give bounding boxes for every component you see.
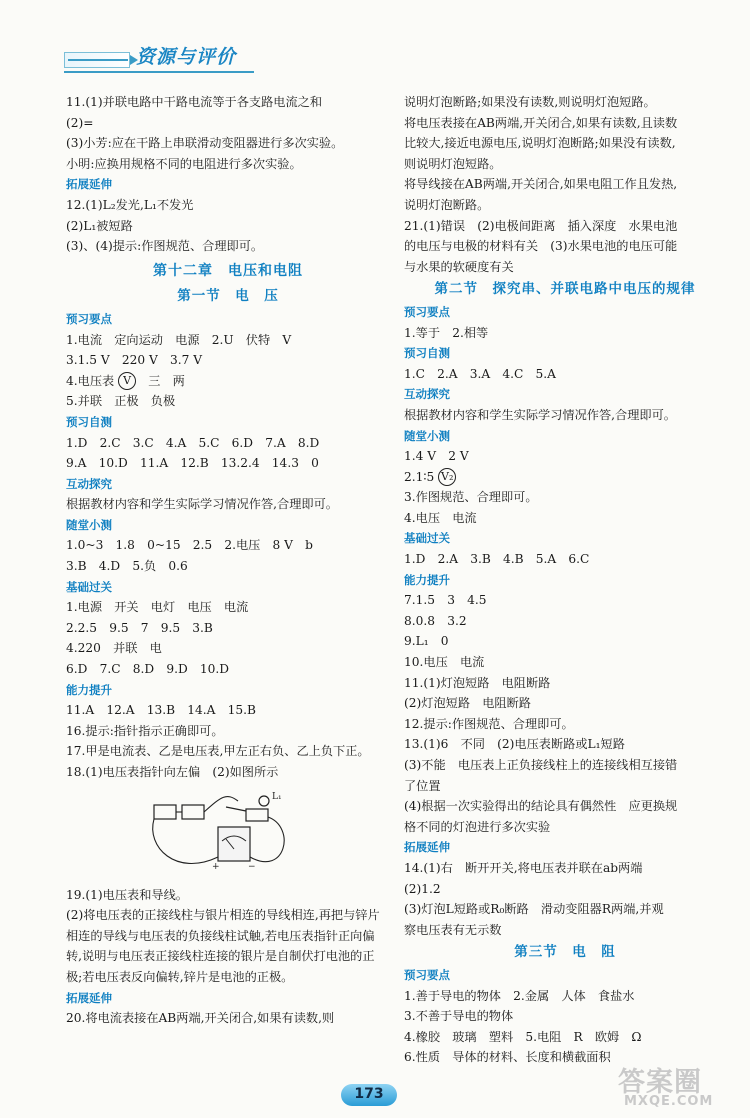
answer-line: 根据教材内容和学生实际学习情况作答,合理即可。 [404, 407, 676, 422]
answer-line: 17.甲是电流表、乙是电压表,甲左正右负、乙上负下正。 [66, 744, 370, 759]
answer-line: 察电压表有无示数 [404, 922, 502, 937]
wire-to-switch [204, 796, 238, 811]
answer-line: 12.提示:作图规范、合理即可。 [404, 716, 574, 731]
plus-label: + [212, 861, 220, 872]
answer-line: (3)、(4)提示:作图规范、合理即可。 [66, 239, 264, 254]
answer-line: 1.0~3 1.8 0~15 2.5 2.电压 8 V b [66, 538, 313, 553]
answer-line: (4)根据一次实验得出的结论具有偶然性 应更换规 [404, 799, 678, 814]
page-number: 173 [354, 1086, 384, 1102]
page-number-badge [341, 1084, 397, 1106]
battery-2 [182, 805, 204, 819]
answer-line: 1.C 2.A 3.A 4.C 5.A [404, 366, 556, 381]
section-label: 预习要点 [404, 967, 450, 982]
answer-line: 18.(1)电压表指针向左偏 (2)如图所示 [66, 765, 279, 779]
answer-line: 11.(1)灯泡短路 电阻断路 [404, 675, 551, 690]
section-label: 基础过关 [404, 531, 450, 546]
answer-line: 8.0.8 3.2 [404, 613, 467, 628]
answer-line: 3.B 4.D 5.负 0.6 [66, 559, 188, 574]
bulb-l1 [259, 796, 269, 806]
answer-line: 1.善于导电的物体 2.金属 人体 食盐水 [404, 988, 635, 1003]
answer-line: 7.1.5 3 4.5 [404, 593, 487, 608]
answer-line: (2)= [66, 115, 94, 130]
answer-line: 了位置 [404, 778, 441, 793]
answer-line: 4.电压 电流 [404, 510, 477, 525]
answer-line: 1.4 V 2 V [404, 449, 469, 464]
watermark-url: MXQE.COM [624, 1094, 714, 1109]
answer-line: 的电压与电极的材料有关 (3)水果电池的电压可能 [404, 239, 678, 254]
chapter-title: 第十二章 电压和电阻 [153, 262, 303, 279]
answer-line: (2)1.2 [404, 881, 441, 896]
voltmeter-body [218, 827, 250, 861]
answer-line: 6.性质 导体的材料、长度和横截面积 [404, 1050, 611, 1065]
answer-line: 9.A 10.D 11.A 12.B 13.2.4 14.3 0 [66, 456, 319, 471]
answer-line: 11.A 12.A 13.B 14.A 15.B [66, 703, 256, 718]
section-label: 随堂小测 [66, 517, 112, 532]
header-title: 资源与评价 [136, 46, 237, 68]
section-label: 预习自测 [66, 414, 112, 429]
header-underline [64, 71, 254, 73]
answer-line: 2.2.5 9.5 7 9.5 3.B [66, 620, 213, 635]
answer-text: 2.1∶5 [404, 469, 435, 484]
answer-line: (3)小芳:应在干路上串联滑动变阻器进行多次实验。 [66, 136, 344, 151]
answer-line [404, 467, 726, 488]
circuit-diagram [146, 787, 346, 883]
answer-paragraph: (2)将电压表的正接线柱与银片相连的导线相连,再把与锌片相连的导线与电压表的负接线柱试触,若电压表指针正向偏转,说明与电压表正接线柱连接的银片是自制伏打电池的正极;若电压表反向偏转,锌片是电池的正极。 [66, 908, 380, 984]
section-title: 第二节 探究串、并联电路中电压的规律 [434, 281, 696, 298]
wire-bottom-right [250, 817, 284, 862]
watermark-text: 答案圈 [618, 1067, 702, 1098]
section-label: 基础过关 [66, 579, 112, 594]
answer-line: (2)L₁被短路 [66, 218, 133, 233]
answer-line: 4.220 并联 电 [66, 641, 162, 656]
voltmeter-symbol-icon: V [118, 372, 136, 390]
answer-line: 将电压表接在AB两端,开关闭合,如果有读数,且读数 [404, 115, 678, 130]
battery-1 [154, 805, 176, 819]
answer-line: 11.(1)并联电路中干路电流等于各支路电流之和 [66, 95, 323, 109]
answer-line: 说明灯泡断路。 [404, 197, 490, 212]
answer-line: 3.1.5 V 220 V 3.7 V [66, 353, 203, 368]
answer-line: 12.(1)L₂发光,L₁不发光 [66, 197, 194, 212]
section-label: 拓展延伸 [404, 840, 450, 855]
section-label: 预习要点 [66, 311, 112, 326]
answer-line: (2)灯泡短路 电阻断路 [404, 696, 531, 711]
section-label: 随堂小测 [404, 428, 450, 443]
answer-line: 9.L₁ 0 [404, 634, 449, 649]
answer-line: 1.电流 定向运动 电源 2.U 伏特 V [66, 332, 292, 347]
section-title: 第三节 电 阻 [514, 944, 616, 961]
section-label: 预习要点 [404, 304, 450, 319]
answer-line: 说明灯泡断路;如果没有读数,则说明灯泡短路。 [404, 95, 656, 109]
voltmeter-symbol-icon: V₂ [438, 468, 456, 486]
answer-line: 与水果的软硬度有关 [404, 259, 514, 274]
circuit-figure [146, 787, 346, 883]
left-column [66, 92, 390, 1029]
answer-line: 19.(1)电压表和导线。 [66, 887, 188, 902]
answer-line: 1.等于 2.相等 [404, 325, 489, 340]
answer-line: 比较大,接近电源电压,说明灯泡断路;如果没有读数, [404, 136, 676, 151]
answer-line: 13.(1)6 不同 (2)电压表断路或L₁短路 [404, 737, 625, 752]
answer-line: (3)不能 电压表上正负接线柱上的连接线相互接错 [404, 758, 678, 772]
wire-bottom-left [153, 819, 218, 863]
section-title: 第一节 电 压 [177, 288, 279, 305]
answer-text: 三 两 [136, 373, 185, 388]
answer-line: 根据教材内容和学生实际学习情况作答,合理即可。 [66, 497, 338, 512]
answer-text: 4.电压表 [66, 373, 115, 388]
watermark-logo [614, 1060, 742, 1112]
section-label: 互动探究 [66, 476, 112, 491]
section-label: 拓展延伸 [66, 177, 112, 192]
section-label: 互动探究 [404, 387, 450, 402]
answer-line: 1.电源 开关 电灯 电压 电流 [66, 600, 249, 615]
answer-line: 1.D 2.C 3.C 4.A 5.C 6.D 7.A 8.D [66, 435, 320, 450]
answer-line: 则说明灯泡短路。 [404, 156, 502, 171]
header-arrow-line [68, 59, 128, 61]
answer-line: 5.并联 正极 负极 [66, 394, 176, 409]
answer-line: 1.D 2.A 3.B 4.B 5.A 6.C [404, 552, 590, 567]
right-column [404, 92, 726, 1068]
resistor-block [246, 809, 268, 821]
answer-line: 小明:应换用规格不同的电阻进行多次实验。 [66, 156, 302, 171]
answer-line [66, 371, 390, 392]
section-label: 拓展延伸 [66, 990, 112, 1005]
bulb-label: L₁ [272, 791, 282, 802]
answer-line: 4.橡胶 玻璃 塑料 5.电阻 R 欧姆 Ω [404, 1029, 642, 1044]
answer-line: 16.提示:指针指示正确即可。 [66, 723, 224, 738]
answer-line: 3.作图规范、合理即可。 [404, 490, 538, 505]
answer-line: 3.不善于导电的物体 [404, 1009, 514, 1024]
section-header [64, 38, 284, 74]
answer-line: (3)灯泡L短路或R₀断路 滑动变阻器R两端,并观 [404, 902, 664, 917]
answer-line: 10.电压 电流 [404, 655, 485, 670]
answer-line: 格不同的灯泡进行多次实验 [404, 819, 551, 834]
answer-line: 6.D 7.C 8.D 9.D 10.D [66, 662, 230, 677]
switch [226, 807, 246, 811]
minus-label: − [248, 861, 256, 872]
section-label: 预习自测 [404, 346, 450, 361]
section-label: 能力提升 [66, 682, 112, 697]
answer-line: 21.(1)错误 (2)电极间距离 插入深度 水果电池 [404, 218, 678, 233]
answer-line: 20.将电流表接在AB两端,开关闭合,如果有读数,则 [66, 1011, 335, 1026]
answer-line: 14.(1)右 断开开关,将电压表并联在ab两端 [404, 860, 643, 875]
answer-line: 将导线接在AB两端,开关闭合,如果电阻工作且发热, [404, 177, 678, 192]
section-label: 能力提升 [404, 572, 450, 587]
